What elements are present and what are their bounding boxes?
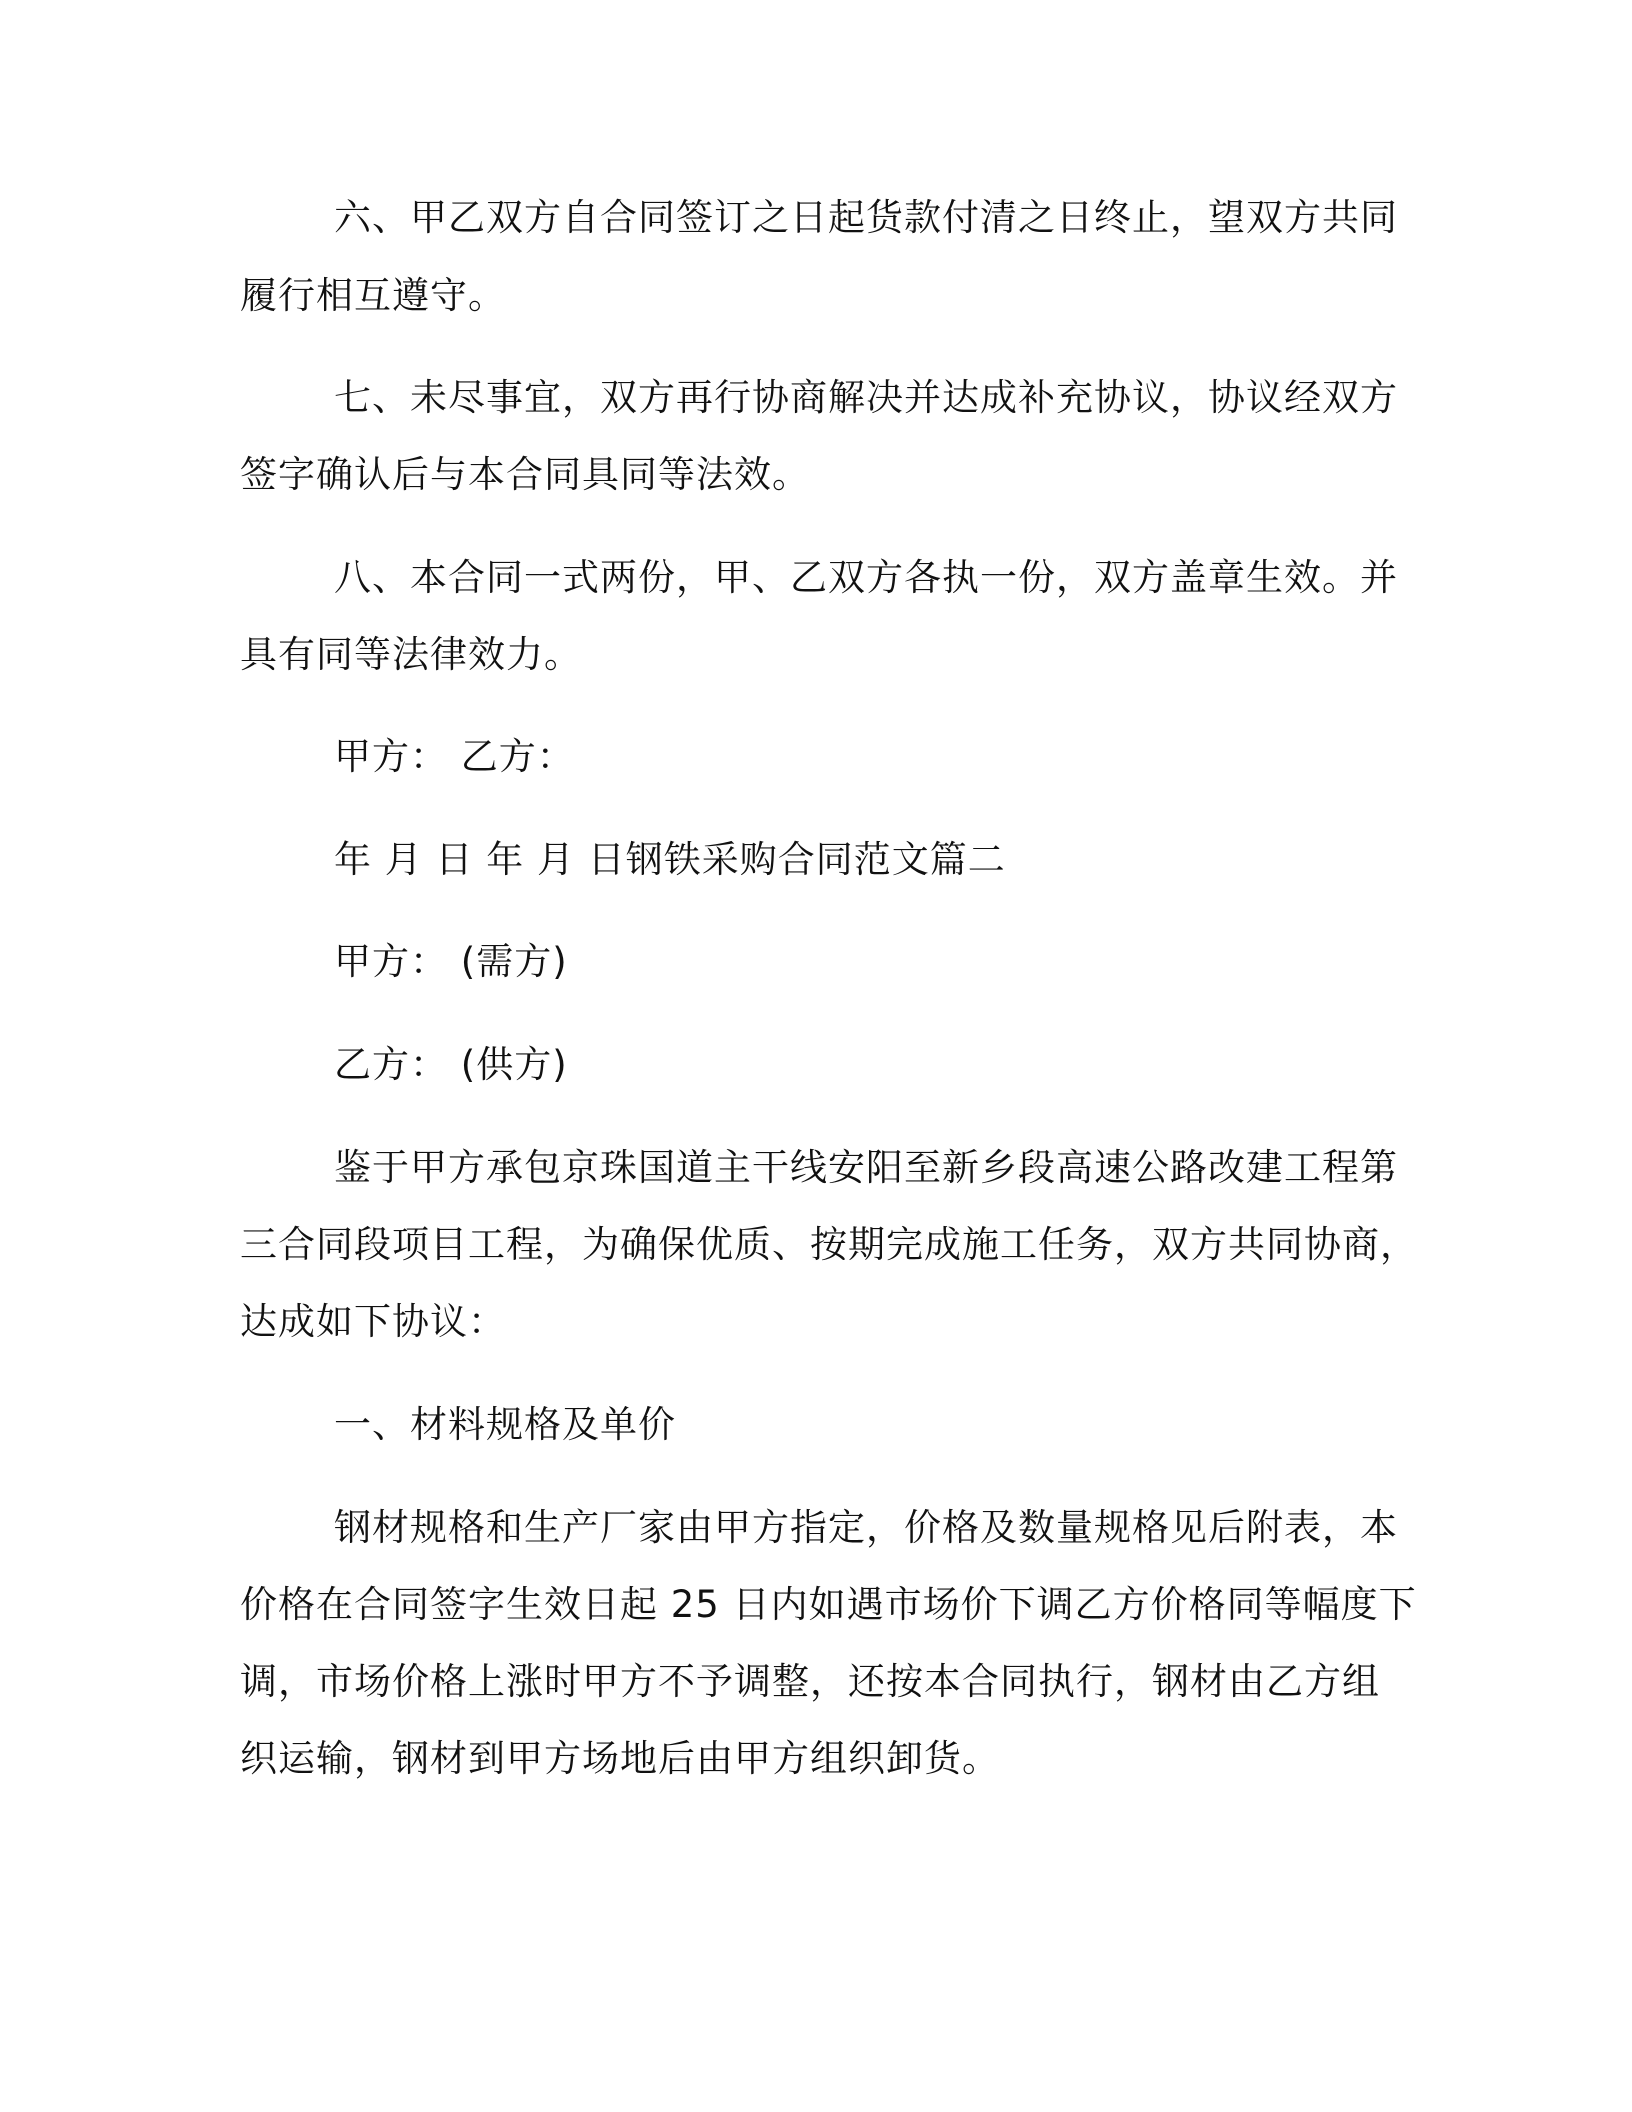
section-1-heading: 一、材料规格及单价 <box>334 1403 676 1446</box>
clause-6-line-2: 履行相互遵守。 <box>240 274 506 317</box>
party-a-line: 甲方： (需方) <box>334 940 568 983</box>
preamble-line-3: 达成如下协议： <box>240 1300 506 1343</box>
clause-8-line-2: 具有同等法律效力。 <box>240 633 582 676</box>
section-1-line-3: 调，市场价格上涨时甲方不予调整，还按本合同执行，钢材由乙方组 <box>240 1660 1380 1703</box>
preamble-line-2: 三合同段项目工程，为确保优质、按期完成施工任务，双方共同协商， <box>240 1223 1418 1266</box>
clause-8-line-1: 八、本合同一式两份，甲、乙双方各执一份，双方盖章生效。并 <box>334 556 1398 599</box>
section-1-line-4: 织运输，钢材到甲方场地后由甲方组织卸货。 <box>240 1737 1000 1780</box>
clause-7-line-2: 签字确认后与本合同具同等法效。 <box>240 453 810 496</box>
clause-7-line-1: 七、未尽事宜，双方再行协商解决并达成补充协议，协议经双方 <box>334 376 1398 419</box>
preamble-line-1: 鉴于甲方承包京珠国道主干线安阳至新乡段高速公路改建工程第 <box>334 1146 1398 1189</box>
section-1-line-2: 价格在合同签字生效日起 25 日内如遇市场价下调乙方价格同等幅度下 <box>240 1583 1417 1626</box>
date-and-title-line: 年 月 日 年 月 日钢铁采购合同范文篇二 <box>334 838 1006 881</box>
party-b-line: 乙方： (供方) <box>334 1043 568 1086</box>
signature-parties-line: 甲方： 乙方： <box>334 735 575 778</box>
section-1-line-1: 钢材规格和生产厂家由甲方指定，价格及数量规格见后附表，本 <box>334 1506 1398 1549</box>
clause-6-line-1: 六、甲乙双方自合同签订之日起货款付清之日终止，望双方共同 <box>334 196 1398 239</box>
